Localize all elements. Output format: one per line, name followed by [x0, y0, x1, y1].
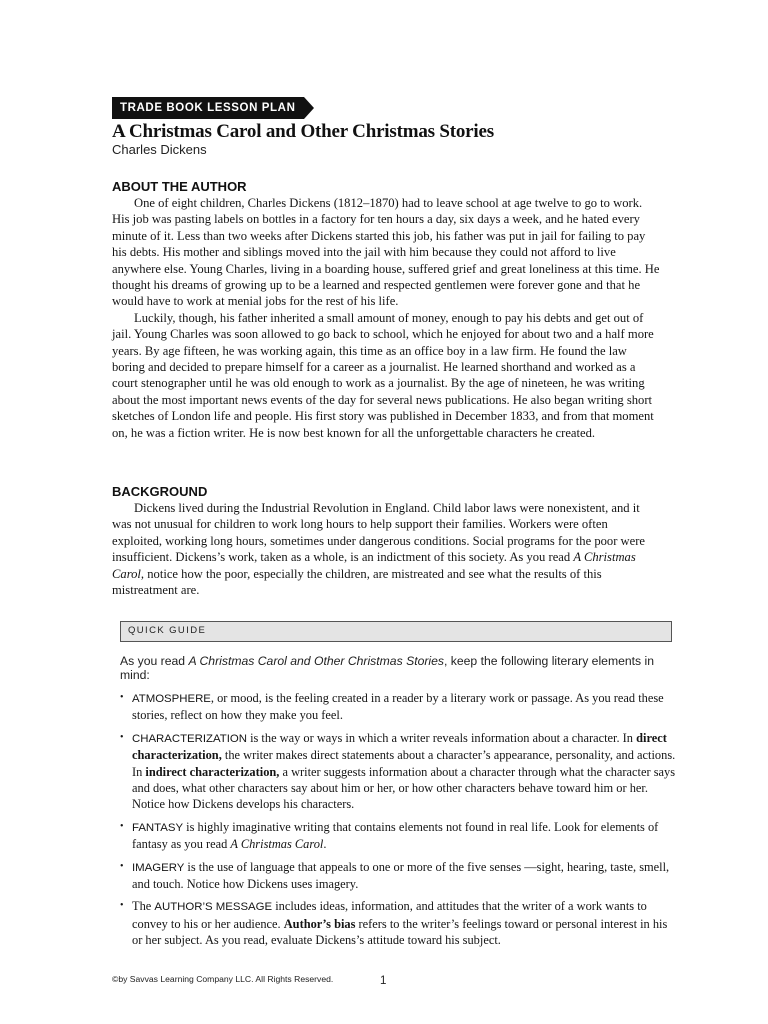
fantasy-book-title: A Christmas Carol	[230, 837, 324, 852]
background-paragraph	[112, 500, 660, 598]
intro-book-title: A Christmas Carol and Other Christmas Stories	[188, 654, 444, 668]
list-item-imagery	[120, 859, 680, 893]
fantasy-text: is highly imaginative writing that contains elements not found in real life. Look for elements of fantasy as you read	[132, 819, 659, 852]
quick-guide-box	[120, 621, 672, 642]
about-paragraph-1: One of eight children, Charles Dickens (1812–1870) had to leave school at age twelve to go to work. His job was pasting labels on bottles in a factory for ten hours a day, six days a week, and he hated every minute of it. Less than two weeks after Dickens started this job, his father was put in jail for failing to pay his debts. His mother and siblings moved into the jail with him because they could not afford to live anywhere else. Young Charles, living in a boarding house, suffered grief and great loneliness at this time. He thought his dreams of growing up to be a learned and respected gentlemen were forever gone and that he would have to work at menial jobs for the rest of his life.	[112, 196, 660, 309]
about-paragraph-2: Luckily, though, his father inherited a small amount of money, enough to pay his debts and get out of jail. Young Charles was soon allowed to go back to school, which he enjoyed for about two and a half more years. By age fifteen, he was working again, this time as an office boy in a law firm. He found the law boring and decided to prepare himself for a career as a journalist. He learned shorthand and worked as a court stenographer until he was old enough to work as a journalist. By the age of nineteen, he was writing about the most important news events of the day for several news publications. He also began writing short sketches of London life and people. His first story was published in December 1833, and from that moment on, he was a fiction writer. He is now best known for all the unforgettable characters he created.	[112, 310, 654, 440]
author-name: Charles Dickens	[112, 142, 207, 157]
background-book-title: A Christmas Carol,	[112, 550, 636, 581]
indirect-characterization-bold: indirect characterization,	[145, 764, 280, 779]
term-authors-message: AUTHOR’S MESSAGE	[154, 901, 273, 914]
background-text-end: notice how the poor, especially the children, are mistreated and see what the results of this mistreatment are.	[112, 566, 602, 598]
term-characterization: CHARACTERIZATION	[132, 732, 247, 745]
characterization-text-c: a writer suggests information about a character through what the character says and does, what other characters say about him or her, or how other characters behave toward him or her. Notice how Dickens develops his characters.	[132, 764, 676, 812]
direct-characterization-bold: direct characterization,	[132, 730, 667, 763]
intro-text-start: As you read	[120, 654, 189, 668]
copyright-notice: ©by Savvas Learning Company LLC. All Rights Reserved.	[112, 974, 334, 984]
background-body	[112, 500, 660, 598]
list-item-authors-message	[120, 898, 680, 948]
intro-text-end: , keep the following literary elements in mind:	[120, 654, 655, 682]
quick-guide-intro	[120, 654, 680, 682]
authors-message-prefix: The	[132, 899, 155, 914]
imagery-text: is the use of language that appeals to one or more of the five senses —sight, hearing, taste, smell, and touch. Notice how Dickens uses imagery.	[132, 859, 670, 892]
list-item-atmosphere	[120, 690, 680, 724]
atmosphere-text: , or mood, is the feeling created in a reader by a literary work or passage. As you read these stories, reflect on how they make you feel.	[132, 691, 664, 723]
fantasy-text-end: .	[323, 837, 327, 852]
authors-bias-bold: Author’s bias	[283, 916, 356, 931]
list-item-fantasy	[120, 819, 680, 853]
term-atmosphere: ATMOSPHERE	[132, 693, 211, 705]
banner	[112, 97, 304, 119]
background-heading: BACKGROUND	[112, 484, 208, 499]
authors-message-text-b: refers to the writer’s feelings toward or personal interest in his or her subject. As you read, evaluate Dickens’s attitude toward his subject.	[132, 916, 668, 948]
about-author-heading: ABOUT THE AUTHOR	[112, 179, 247, 194]
characterization-text-a: is the way or ways in which a writer reveals information about a character. In	[246, 730, 637, 745]
page-title: A Christmas Carol and Other Christmas Stories	[112, 121, 494, 142]
about-author-body	[112, 195, 660, 441]
list-item-characterization	[120, 730, 680, 813]
characterization-text-b: the writer makes direct statements about a character’s appearance, personality, and actions. In	[132, 748, 676, 779]
quick-guide-label: QUICK GUIDE	[128, 625, 207, 636]
literary-elements-list	[120, 690, 680, 955]
background-text-start: Dickens lived during the Industrial Revolution in England. Child labor laws were nonexistent, and it was not unusual for children to work long hours to help support their families. Workers were often exploited, working long hours, sometimes under dangerous conditions. Social programs for the poor were insufficient. Dickens’s work, taken as a whole, is an indictment of this society. As you read	[112, 501, 646, 565]
page-number: 1	[380, 975, 387, 987]
term-imagery: IMAGERY	[132, 861, 185, 874]
term-fantasy: FANTASY	[132, 821, 184, 834]
authors-message-text-a: includes ideas, information, and attitudes that the writer of a work wants to convey to his or her audience.	[132, 899, 647, 931]
banner-label: TRADE BOOK LESSON PLAN	[112, 97, 304, 119]
